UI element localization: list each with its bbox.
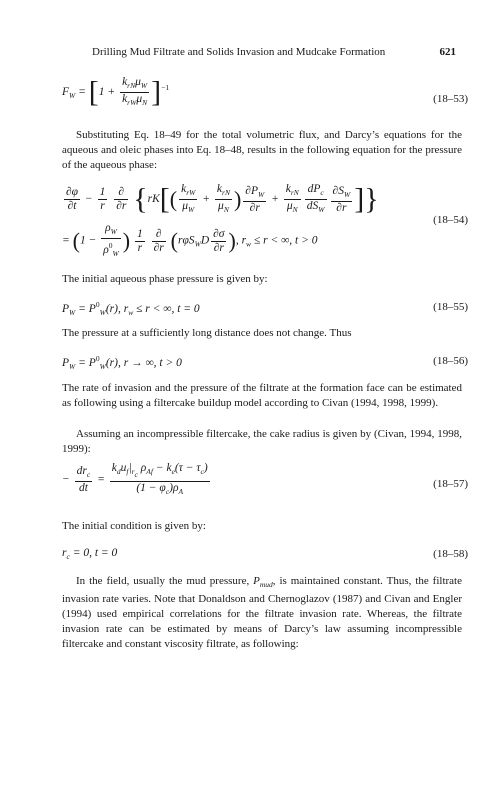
paragraph: Substituting Eq. 18–49 for the total volumetric flux, and Darcy’s equations for the aqueous and oleic phases into Eq. 18–48, results in the following equation for the pressure of the aqueous phase: (62, 129, 462, 171)
equation-18-56: $P_W = P^0_W(r)$, r → ∞, t > 0 (62, 354, 182, 371)
equation-18-57: − $\frac{dr_c}{dt}$ = $\frac{k_du_f|_{rc} \rho_{Af} - k_e(\tau - \tau_c)}{(1 - \varphi_c)\rho_A}$ (62, 462, 208, 496)
equation-number: (18–53) (433, 93, 468, 105)
page-number: 621 (439, 46, 456, 58)
equation-18-53: $F_W = [1$ + $\frac{k_{rN}\mu_W}{k_{rW}\mu_N}$ ]$^{-1}$ (62, 75, 170, 109)
paragraph: The pressure at a sufficiently long distance does not change. Thus (62, 327, 352, 339)
paragraph-start: In the field, usually the mud pressure, (76, 575, 254, 587)
equation-number: (18–55) (433, 301, 468, 313)
paragraph: The rate of invasion and the pressure of the filtrate at the formation face can be estimated as following using a filtercake buildup model according to Civan (1994, 1998, 1999). (62, 382, 462, 409)
equation-18-55: $P_W = P^0_W(r)$, $r_w \le r$ < ∞, t = 0 (62, 300, 200, 317)
equation-18-54-line2: = (1 − $\frac{\rho_W}{\rho^0_W}$ ) $\frac{1}{r}$ $\frac{\partial}{\partial r}$ (rφS$_W$D $\frac{\partial\sigma}{\partial r}$ ), $r_w \le r$ < ∞, t > 0 (62, 222, 318, 258)
paragraph: Assuming an incompressible filtercake, the cake radius is given by (Civan, 1994, 1998, 1999): (62, 428, 462, 455)
equation-18-54-line1: $\frac{\partial\varphi}{\partial t}$ − $\frac{1}{r}$ $\frac{\partial}{\partial r}$ {rK[( $\frac{k_{rW}}{\mu_W}$ + $\frac{k_{rN}}{\mu_N}$ ) $\frac{\partial P_W}{\partial r}$ + $\frac{k_{rN}}{\mu_N}$ $\frac{dP_c}{dS_W}$ $\frac{\partial S_W}{\partial r}$ ]} (66, 182, 379, 216)
paragraph: The initial aqueous phase pressure is given by: (62, 273, 268, 285)
equation-number: (18–57) (433, 478, 468, 490)
paragraph: The initial condition is given by: (62, 520, 206, 532)
equation-number: (18–58) (433, 548, 468, 560)
paragraph-rest: , is maintained constant. Thus, the filtrate invasion rate varies. Note that Donaldson and Chernoglazov (1987) and Civan and Engler (1994) used empirical correlations for the filtrate invasion rate. Whereas, the filtrate invasion rate can be estimated by means of Darcy’s law assuming incompressible filtercake and constant viscosity filtrate, as following: (62, 575, 462, 650)
equation-number: (18–54) (433, 214, 468, 226)
equation-18-58: $r_c = 0$, t = 0 (62, 547, 118, 561)
paragraph: In the field, usually the mud pressure, $P_{mud}$, is maintained constant. Thus, the filtrate invasion rate varies. Note that Donaldson and Chernoglazov (1987) and Civan and Engler (1994) used empirical correlations for the filtrate invasion rate. Whereas, the filtrate invasion rate can be estimated by means of Darcy’s law assuming incompressible filtercake and constant viscosity filtrate, as following: (62, 575, 462, 650)
running-title: Drilling Mud Filtrate and Solids Invasion and Mudcake Formation (92, 46, 386, 58)
equation-number: (18–56) (433, 355, 468, 367)
